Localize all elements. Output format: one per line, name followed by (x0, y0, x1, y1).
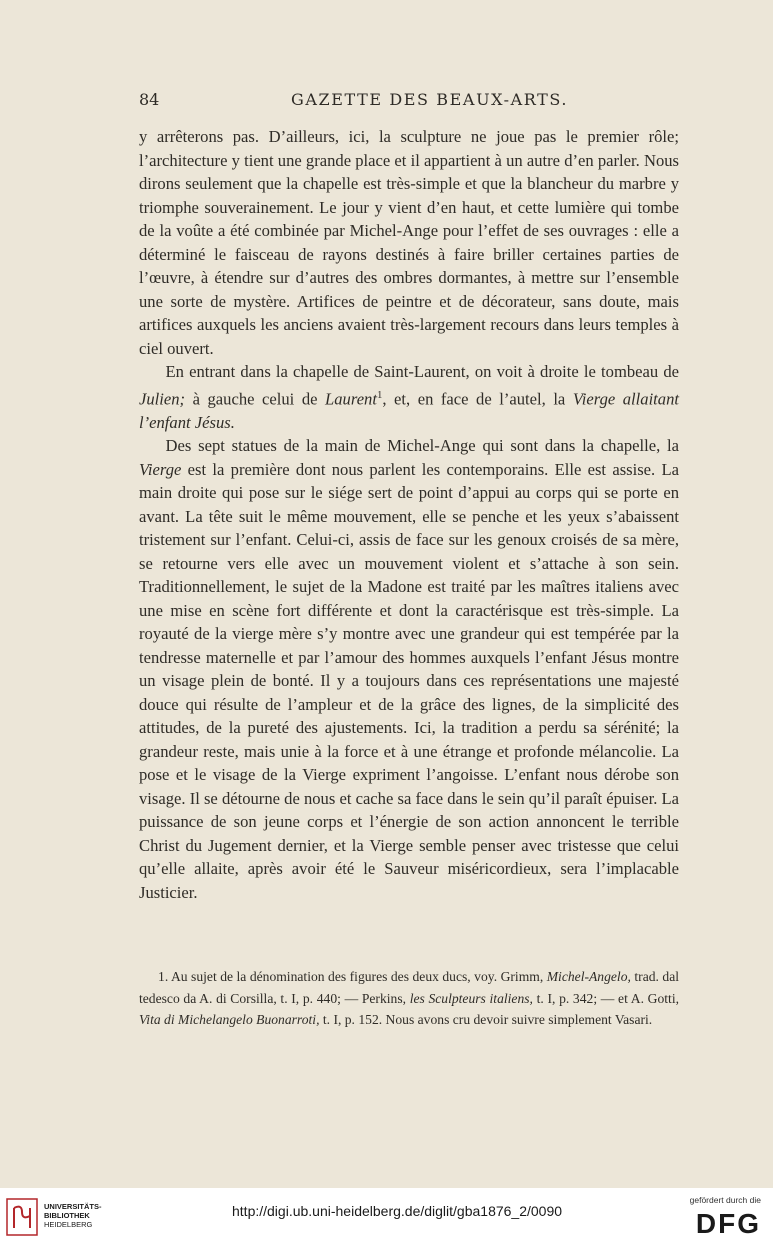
text-run: En entrant dans la chapelle de Saint-Laurent, on voit à droite le tombeau de (165, 362, 679, 381)
italic-text: Vierge (139, 459, 182, 479)
footnote (139, 966, 679, 1031)
permalink-url[interactable]: http://digi.ub.uni-heidelberg.de/diglit/gba1876_2/0090 (232, 1203, 563, 1219)
dfg-logo: DFG (695, 1208, 761, 1239)
text-run: 1. Au sujet de la dénomination des figures des deux ducs, voy. Grimm, (158, 969, 547, 984)
italic-text: Julien; (139, 389, 186, 409)
text-run: , et, en face de l’autel, la (382, 389, 573, 409)
paragraph (139, 360, 679, 434)
text-run: est la première dont nous parlent les contemporains. Elle est assise. La main droite qui pose sur le siége sert de point d’appui au corps qui se porte en avant. La tête suit le même mouvement, elle se penche et les yeux s’abaissent tristement sur l’enfant. Celui-ci, assis de face sur les genoux croisés de sa mère, se retourne vers elle avec un mouvement violent et s’attache à son sein. Traditionnellement, le sujet de la Madone est traité par les maîtres italiens avec une mise en scène fort différente et dont la caractérisque est très-simple. La royauté de la vierge mère s’y montre avec une grandeur qui est tempérée par la tendresse maternelle et par l’amour des hommes auxquels l’enfant Jésus montre un visage plein de bonté. Il y a toujours dans ces représentations une majesté douce qui résulte de l’ampleur et de la grâce des lignes, de la simplicité des attitudes, de la pureté des ajustements. Ici, la tradition a perdu sa sérénité; la grandeur reste, mais unie à la force et à une étrange et profonde mélancolie. La pose et le visage de la Vierge expriment l’angoisse. L’enfant nous dérobe son visage. Il se détourne de nous et cache sa face dans le sein qu’il paraît épuiser. La puissance de son jeune corps et l’énergie de son action annoncent le terrible Christ du Jugement dernier, et la Vierge semble penser avec tristesse que celui qu’elle allaite, après avoir été le Sauveur miséricordieux, sera l’implacable Justicier. (139, 459, 680, 902)
text-run: trad. dal tedesco da A. di Corsilla, t. I, p. 440; — Perkins, (139, 969, 680, 1006)
footer-bar (0, 1188, 773, 1245)
running-header (139, 90, 679, 114)
text-run: Des sept statues de la main de Michel-Ange qui sont dans la chapelle, la (165, 436, 679, 456)
heidelberg-library-logo-icon (6, 1198, 38, 1236)
library-name-line: UNIVERSITÄTS- (44, 1202, 102, 1211)
italic-text: les Sculpteurs italiens, (409, 990, 533, 1006)
text-run: à gauche celui de (185, 389, 326, 409)
footnotes (139, 966, 679, 1031)
italic-text: Laurent (325, 389, 377, 409)
funding-note: gefördert durch die (689, 1195, 761, 1205)
paragraph (139, 125, 679, 360)
text-run: t. I, p. 342; — et A. Gotti, (532, 990, 679, 1006)
text-run: t. I, p. 152. Nous avons cru devoir suivre simplement Vasari. (319, 1012, 653, 1027)
paragraph (139, 434, 679, 904)
italic-text: Michel-Angelo, (546, 969, 631, 984)
italic-text: Vierge allaitant l’enfant Jésus. (139, 389, 680, 432)
library-name-line: BIBLIOTHEK (44, 1211, 90, 1220)
library-name (44, 1202, 102, 1229)
body-text (139, 125, 679, 904)
footnote-marker: 1 (376, 388, 383, 401)
library-name-line: HEIDELBERG (44, 1220, 93, 1229)
text-run: y arrêterons pas. D’ailleurs, ici, la sculpture ne joue pas le premier rôle; l’architecture y tient une grande place et il appartient à un autre d’en parler. Nous dirons seulement que la chapelle est très-simple et que la blancheur du marbre y triomphe souverainement. Le jour y vient d’en haut, et cette lumière qui tombe de la voûte a été combinée par Michel-Ange pour l’effet de ses ouvrages : elle a déterminé le faisceau de rayons destinés à faire briller certaines parties de l’œuvre, à étendre sur d’autres des ombres dormantes, à mettre sur l’ensemble une sorte de mystère. Artifices de peintre et de décorateur, sans doute, mais artifices auxquels les anciens avaient très-largement recours dans leurs temples à ciel ouvert. (139, 127, 679, 358)
running-title: GAZETTE DES BEAUX-ARTS. (291, 90, 569, 109)
italic-text: Vita di Michelangelo Buonarroti, (139, 1012, 320, 1027)
page-number: 84 (139, 90, 160, 109)
